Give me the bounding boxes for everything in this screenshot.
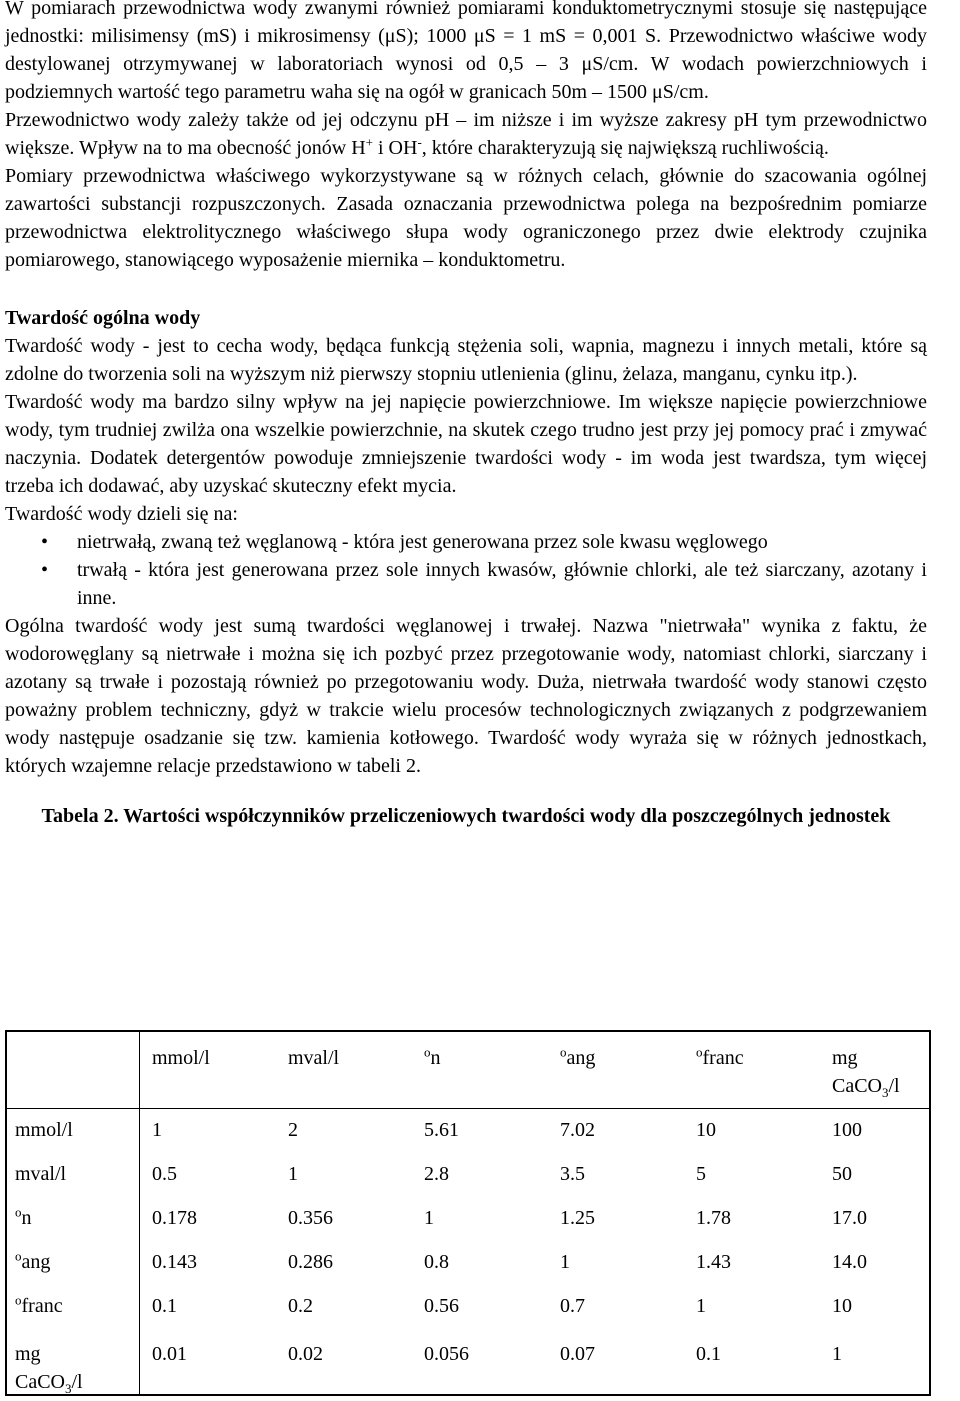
table-cell: 50 (832, 1163, 852, 1185)
table-cell: 0.286 (288, 1251, 333, 1273)
column-header: $^o$n (424, 1044, 441, 1069)
table-cell: 1 (696, 1295, 706, 1317)
row-label: mval/l (15, 1163, 67, 1185)
table-cell: 100 (832, 1119, 862, 1141)
table-cell: 5 (696, 1163, 706, 1185)
table-row (7, 1292, 929, 1332)
table-cell: 0.5 (152, 1163, 177, 1185)
table-cell: 0.8 (424, 1251, 449, 1273)
table-cell: 14.0 (832, 1251, 867, 1273)
hardness-types-list (5, 528, 927, 612)
intro-p2-text-a: Przewodnictwo wody zależy także od jej odczynu pH – im niższe i im wyższe zakresy pH tym przewodnictwo większe. Wpływ na to ma obecność jonów H (5, 109, 927, 159)
table-cell: 1 (152, 1119, 162, 1141)
table-cell: 17.0 (832, 1207, 867, 1229)
table-cell: 0.56 (424, 1295, 459, 1317)
list-item-text: trwałą - która jest generowana przez sole innych kwasów, głównie chlorki, ale też siarczany, azotany i inne. (77, 559, 927, 609)
table-row (7, 1116, 929, 1156)
bullet-icon: • (41, 531, 49, 553)
oh-minus-sup: - (417, 134, 422, 150)
row-label: $^o$ang (15, 1248, 51, 1273)
intro-p2-text-c: , które charakteryzują się największą ruchliwością. (421, 137, 829, 159)
intro-p2-text-b: i OH (373, 137, 418, 159)
table-cell: 1 (288, 1163, 298, 1185)
table-cell: 0.07 (560, 1343, 595, 1365)
table-cell: 0.178 (152, 1207, 197, 1229)
list-item (5, 528, 927, 556)
table-cell: 2 (288, 1119, 298, 1141)
table-cell: 3.5 (560, 1163, 585, 1185)
section-paragraph-3: Twardość wody dzieli się na: (5, 503, 238, 525)
h-plus-sup: + (365, 134, 373, 150)
intro-paragraph-3: Pomiary przewodnictwa właściwego wykorzystywane są w różnych celach, głównie do szacowania ogólnej zawartości substancji rozpuszczonych. Zasada oznaczania przewodnictwa polega na bezpośrednim pomiarze przewodnictwa elektrolitycznego właściwego słupa wody ograniczonego przez dwie elektrody czujnika pomiarowego, stanowiącego wyposażenie miernika – konduktometru. (5, 165, 927, 271)
column-header: $^o$ang (560, 1044, 596, 1069)
table-row (7, 1204, 929, 1244)
intro-paragraph-2 (5, 106, 927, 162)
row-label: $^o$franc (15, 1292, 63, 1317)
conversion-table (5, 1030, 931, 1396)
table-caption: Tabela 2. Wartości współczynników przeliczeniowych twardości wody dla poszczególnych jednostek (41, 805, 891, 827)
table-cell: 0.1 (696, 1343, 721, 1365)
table-cell: 0.01 (152, 1343, 187, 1365)
table-cell: 2.8 (424, 1163, 449, 1185)
row-label: mmol/l (15, 1119, 73, 1141)
column-header: $^o$franc (696, 1044, 744, 1069)
table-cell: 0.056 (424, 1343, 469, 1365)
table-cell: 1.78 (696, 1207, 731, 1229)
table-cell: 1 (424, 1207, 434, 1229)
list-item-text: nietrwałą, zwaną też węglanową - która jest generowana przez sole kwasu węglowego (77, 531, 768, 553)
column-header: mval/l (288, 1047, 340, 1069)
section-paragraph-4: Ogólna twardość wody jest sumą twardości węglanowej i trwałej. Nazwa "nietrwała" wynika z faktu, że wodorowęglany są nietrwałe i można się ich pozbyć przez przegotowanie wody, natomiast chlorki, siarczany i azotany są trwałe i pozostają również po przegotowaniu wody. Duża, nietrwała twardość wody stanowi często poważny problem techniczny, gdyż w trakcie wielu procesów technologicznych związanych z podgrzewaniem wody następuje osadzanie się tzw. kamienia kotłowego. Twardość wody wyraża się w różnych jednostkach, których wzajemne relacje przedstawiono w tabeli 2. (5, 615, 927, 777)
row-label: mg CaCO$_3$/l (15, 1343, 83, 1396)
table-cell: 1.43 (696, 1251, 731, 1273)
table-cell: 0.2 (288, 1295, 313, 1317)
table-cell: 10 (832, 1295, 852, 1317)
column-header: mmol/l (152, 1047, 210, 1069)
table-cell: 0.7 (560, 1295, 585, 1317)
table-cell: 0.02 (288, 1343, 323, 1365)
column-header: mg CaCO$_3$/l (832, 1047, 900, 1100)
table-row (7, 1248, 929, 1288)
document-page (5, 0, 927, 830)
table-row (7, 1340, 929, 1396)
table-cell: 1.25 (560, 1207, 595, 1229)
table-cell: 1 (832, 1343, 842, 1365)
bullet-icon: • (41, 559, 49, 581)
table-cell: 0.1 (152, 1295, 177, 1317)
list-item (5, 556, 927, 612)
table-cell: 10 (696, 1119, 716, 1141)
table-cell: 0.356 (288, 1207, 333, 1229)
table-cell: 5.61 (424, 1119, 459, 1141)
table-cell: 0.143 (152, 1251, 197, 1273)
section-paragraph-2: Twardość wody ma bardzo silny wpływ na jej napięcie powierzchniowe. Im większe napięcie powierzchniowe wody, tym trudniej zwilża ona wszelkie powierzchnie, na skutek czego trudno jest przy jej pomocy prać i zmywać naczynia. Dodatek detergentów powoduje zmniejszenie twardości wody - im woda jest twardsza, tym więcej trzeba ich dodawać, aby uzyskać skuteczny efekt mycia. (5, 391, 927, 497)
intro-paragraph-1: W pomiarach przewodnictwa wody zwanymi również pomiarami konduktometrycznymi stosuje się następujące jednostki: milisimensy (mS) i mikrosimensy (μS); 1000 μS = 1 mS = 0,001 S. Przewodnictwo właściwe wody destylowanej otrzymywanej w laboratoriach wynosi od 0,5 – 3 μS/cm. W wodach powierzchniowych i podziemnych wartość tego parametru waha się na ogół w granicach 50m – 1500 μS/cm. (5, 0, 927, 103)
table-cell: 7.02 (560, 1119, 595, 1141)
table-cell: 1 (560, 1251, 570, 1273)
section-heading: Twardość ogólna wody (5, 307, 201, 329)
section-paragraph-1: Twardość wody - jest to cecha wody, będąca funkcją stężenia soli, wapnia, magnezu i innych metali, które są zdolne do tworzenia soli na wyższym niż pierwszy stopniu utlenienia (glinu, żelaza, manganu, cynku itp.). (5, 335, 927, 385)
row-label: $^o$n (15, 1204, 32, 1229)
table-header-row (7, 1032, 929, 1108)
table-row (7, 1160, 929, 1200)
